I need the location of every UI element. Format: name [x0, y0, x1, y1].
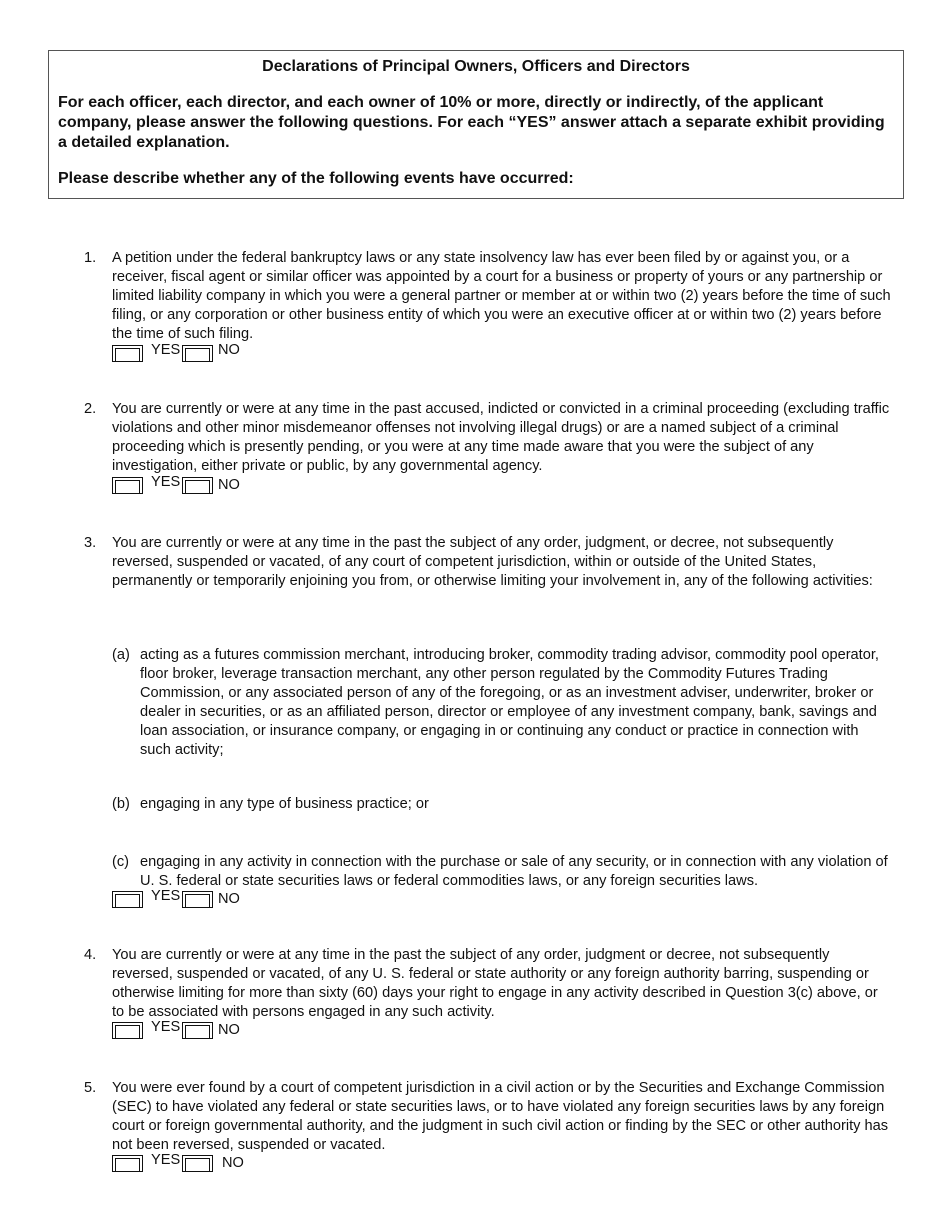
no-label: NO: [218, 477, 240, 493]
yes-label: YES: [151, 888, 181, 904]
question-number: 2.: [84, 401, 97, 417]
yes-label: YES: [151, 1152, 181, 1168]
question-number: 1.: [84, 250, 97, 266]
yes-checkbox[interactable]: [112, 477, 143, 494]
no-checkbox[interactable]: [182, 477, 213, 494]
yes-label: YES: [151, 1019, 181, 1035]
subitem-text: engaging in any activity in connection with the purchase or sale of any security, or in connection with any violation of U. S. federal or state securities laws or federal commodities laws, or any foreign securities laws.: [140, 854, 888, 889]
question-text: You are currently or were at any time in the past the subject of any order, judgment, or decree, not subsequently reversed, suspended or vacated, of any court of competent jurisdiction, within or outside of the United States, permanently or temporarily enjoining you from, or otherwise limiting your involvement in, any of the following activities:: [112, 535, 873, 589]
no-label: NO: [222, 1155, 244, 1171]
answer-row-q1: [110, 344, 270, 364]
instructions-text: For each officer, each director, and each owner of 10% or more, directly or indirectly, of the applicant company, please answer the following questions. For each “YES” answer attach a separate exhibit providing a detailed explanation.: [58, 94, 885, 151]
page-title: Declarations of Principal Owners, Officers and Directors: [262, 58, 690, 75]
no-label: NO: [218, 1022, 240, 1038]
question-text: A petition under the federal bankruptcy laws or any state insolvency law has ever been filed by or against you, or a receiver, fiscal agent or similar officer was appointed by a court for a business or property of yours or any partnership or limited liability company in which you were a general partner or member at or within two (2) years before the time of such filing, or any corporation or other business entity of which you were an executive officer at or within two (2) years before the time of such filing.: [112, 250, 891, 342]
question-number: 5.: [84, 1080, 97, 1096]
question-number: 4.: [84, 947, 97, 963]
yes-label: YES: [151, 342, 181, 358]
events-prompt: Please describe whether any of the following events have occurred:: [58, 170, 574, 187]
no-checkbox[interactable]: [182, 1022, 213, 1039]
question-text: You were ever found by a court of competent jurisdiction in a civil action or by the Securities and Exchange Commission (SEC) to have violated any federal or state securities laws, or to have violated any foreign securities laws by any foreign court or foreign governmental authority, and the judgment in such civil action or finding by the SEC or other authority has not been reversed, suspended or vacated.: [112, 1080, 889, 1153]
header-box: [48, 50, 904, 199]
yes-checkbox[interactable]: [112, 345, 143, 362]
subitem-text: engaging in any type of business practice; or: [140, 796, 429, 812]
subitem-label: (c): [112, 854, 130, 870]
yes-checkbox[interactable]: [112, 1155, 143, 1172]
no-checkbox[interactable]: [182, 345, 213, 362]
question-text: You are currently or were at any time in the past the subject of any order, judgment or decree, not subsequently reversed, suspended or vacated, of any U. S. federal or state authority or any foreign authority barring, suspending or otherwise limiting for more than sixty (60) days your right to engage in any activity described in Question 3(c) above, or to be associated with persons engaged in any such activity.: [112, 947, 878, 1020]
subitem-label: (b): [112, 796, 130, 812]
yes-label: YES: [151, 474, 181, 490]
subitem-text: acting as a futures commission merchant, introducing broker, commodity trading advisor, commodity pool operator, floor broker, leverage transaction merchant, any other person regulated by the Commodity Futures Trading Commission, or any associated person of any of the foregoing, or as an investment adviser, underwriter, broker or dealer in securities, or as an affiliated person, director or employee of any investment company, bank, savings and loan association, or insurance company, or engaging in or continuing any conduct or practice in connection with such activity;: [140, 647, 879, 758]
no-label: NO: [218, 891, 240, 907]
yes-checkbox[interactable]: [112, 891, 143, 908]
question-text: You are currently or were at any time in the past accused, indicted or convicted in a criminal proceeding (excluding traffic violations and other minor misdemeanor offenses not involving illegal drugs) or are a named subject of a criminal proceeding which is presently pending, or you were at any time made aware that you were the subject of any investigation, either private or public, by any governmental agency.: [112, 401, 890, 474]
yes-checkbox[interactable]: [112, 1022, 143, 1039]
answer-row-q2: [110, 476, 270, 496]
answer-row-q5: [110, 1154, 270, 1174]
subitem-label: (a): [112, 647, 130, 663]
no-checkbox[interactable]: [182, 891, 213, 908]
no-checkbox[interactable]: [182, 1155, 213, 1172]
no-label: NO: [218, 342, 240, 358]
answer-row-q3: [110, 890, 270, 910]
answer-row-q4: [110, 1021, 270, 1041]
question-number: 3.: [84, 535, 97, 551]
